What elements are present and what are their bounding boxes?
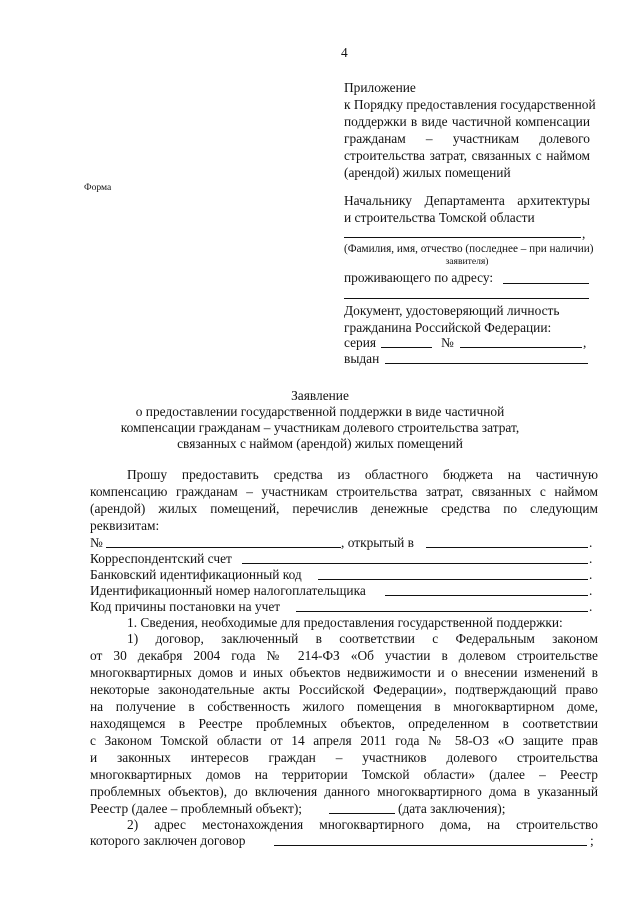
id-document-line-2: гражданина Российской Федерации:: [344, 320, 552, 335]
appendix-line: гражданам – участникам долевого: [344, 131, 590, 146]
name-field-line[interactable]: [344, 237, 581, 238]
number-label: №: [441, 335, 454, 350]
series-trailer: ,: [583, 335, 587, 350]
item-1-line: от 30 декабря 2004 года № 214-ФЗ «Об участии в долевом строительстве: [90, 648, 598, 663]
item-1-line: проблемных объектов), до включения данного многоквартирного дома в указанный: [90, 784, 598, 799]
request-line: Прошу предоставить средства из областного бюджета на частичную: [127, 467, 598, 482]
request-line: реквизитам:: [90, 518, 160, 533]
item-2-end: ;: [590, 833, 594, 848]
line-end: .: [589, 599, 593, 614]
building-address-field[interactable]: [274, 845, 587, 846]
corr-account-label: Корреспондентский счет: [90, 551, 232, 566]
appendix-line: к Порядку предоставления государственной: [344, 97, 596, 112]
page-number: 4: [341, 45, 348, 60]
item-2-line-2: которого заключен договор: [90, 833, 246, 848]
request-line: (арендой) жилых помещений, перечислив денежные средства по следующим: [90, 501, 598, 516]
item-1-line: многоквартирных домов на территории Томской области» (далее – Реестр: [90, 767, 598, 782]
corr-account-field[interactable]: [242, 563, 588, 564]
id-document-line-1: Документ, удостоверяющий личность: [344, 303, 560, 318]
item-1-line: многоквартирных домов и иных объектов недвижимости и о внесении изменений в: [90, 665, 598, 680]
bik-field[interactable]: [318, 579, 588, 580]
account-number-field[interactable]: [106, 547, 341, 548]
request-paragraph: [90, 466, 598, 534]
statement-subtitle-2: компенсации гражданам – участникам долевого строительства затрат,: [120, 420, 520, 435]
name-field-trailer: ,: [582, 226, 586, 241]
line-end: .: [589, 535, 593, 550]
statement-subtitle-1: о предоставлении государственной поддержки в виде частичной: [135, 404, 505, 419]
appendix-line: строительства затрат, связанных с наймом: [344, 148, 590, 163]
line-end: .: [589, 583, 593, 598]
contract-date-field[interactable]: [329, 813, 395, 814]
item-1-last-b: (дата заключения);: [398, 801, 506, 816]
kpp-label: Код причины постановки на учет: [90, 599, 281, 614]
item-1-line: 1) договор, заключенный в соответствии с Федеральным законом: [127, 631, 598, 646]
section-1-heading: 1. Сведения, необходимые для предоставления государственной поддержки:: [127, 615, 563, 630]
opened-in-label: , открытый в: [341, 535, 414, 550]
address-field-line[interactable]: [503, 283, 589, 284]
item-1-line: и законных интересов граждан – участников долевого строительства: [90, 750, 598, 765]
name-hint-line-2: заявителя): [445, 256, 489, 267]
appendix-line: (арендой) жилых помещений: [344, 165, 511, 180]
inn-label: Идентификационный номер налогоплательщика: [90, 583, 366, 598]
issued-field[interactable]: [385, 363, 588, 364]
item-2-paragraph: [90, 816, 598, 833]
addressee-line-1: Начальнику Департамента архитектуры: [344, 193, 590, 208]
statement-title: Заявление: [291, 388, 349, 403]
kpp-field[interactable]: [296, 611, 588, 612]
item-1-line: находящемся в Реестре проблемных объектов, определенном в соответствии: [90, 716, 598, 731]
opened-in-field[interactable]: [426, 547, 588, 548]
statement-subtitle-3: связанных с наймом (арендой) жилых помещений: [177, 436, 463, 451]
item-1-last-a: Реестр (далее – проблемный объект);: [90, 801, 303, 816]
address-field-line-2[interactable]: [344, 298, 589, 299]
line-end: .: [589, 567, 593, 582]
item-1-line: с Законом Томской области от 14 апреля 2011 года № 58-ОЗ «О защите прав: [90, 733, 598, 748]
name-hint: [344, 242, 594, 256]
account-number-label: №: [90, 535, 103, 550]
line-end: .: [589, 551, 593, 566]
name-hint-line-1: (Фамилия, имя, отчество (последнее – при наличии): [344, 243, 594, 255]
item-1-line: некоторые законодательные акты Российской Федерации», подтверждающий право: [90, 682, 598, 697]
inn-field[interactable]: [385, 595, 588, 596]
request-line: компенсацию гражданам – участникам строительства затрат, связанных с наймом: [90, 484, 598, 499]
issued-label: выдан: [344, 351, 380, 366]
item-1-line: на получение в собственность жилого помещения в многоквартирном доме,: [90, 699, 598, 714]
series-label: серия: [344, 335, 377, 350]
address-label: проживающего по адресу:: [344, 270, 494, 285]
addressee-line-2: и строительства Томской области: [344, 210, 535, 225]
bik-label: Банковский идентификационный код: [90, 567, 302, 582]
item-1-paragraph: [90, 630, 598, 800]
series-field[interactable]: [381, 347, 432, 348]
appendix-line: Приложение: [344, 80, 416, 95]
appendix-line: поддержки в виде частичной компенсации: [344, 114, 590, 129]
item-2-line: 2) адрес местонахождения многоквартирного дома, на строительство: [127, 817, 598, 832]
appendix-block: [344, 79, 596, 181]
number-field[interactable]: [460, 347, 582, 348]
form-label: Форма: [84, 182, 112, 193]
addressee-block: [344, 192, 590, 226]
id-document-block: [344, 302, 590, 336]
